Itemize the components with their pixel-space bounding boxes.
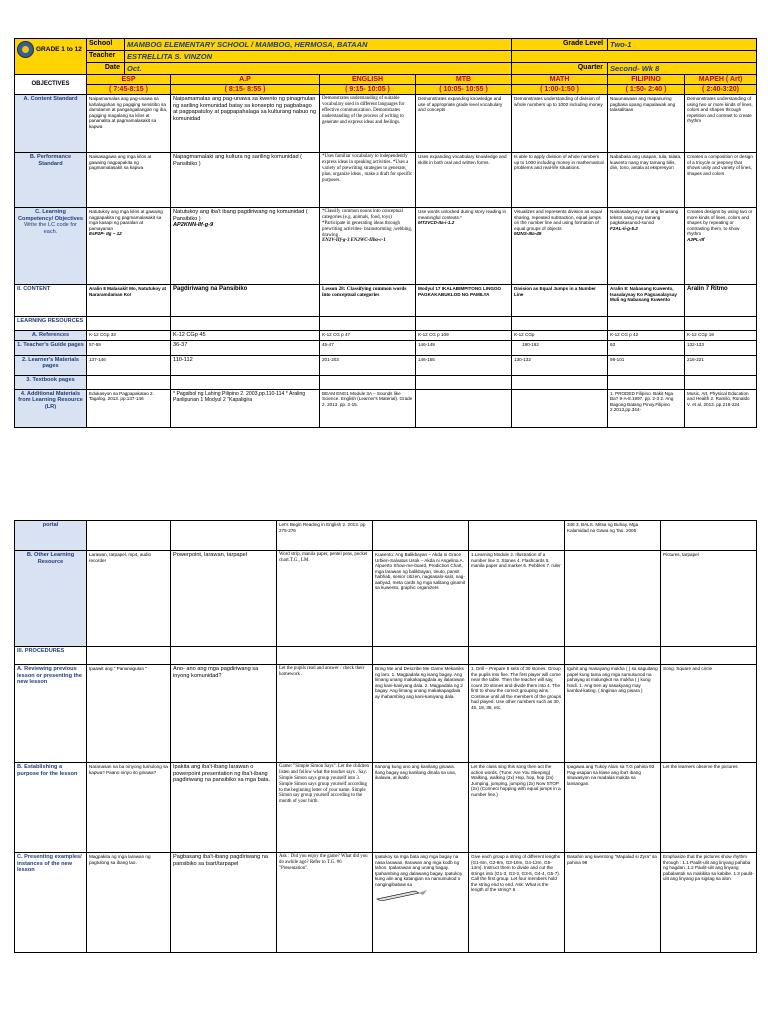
cell xyxy=(416,317,512,331)
cell: 190-192 xyxy=(512,340,608,355)
subject-ap: A.P ( 8:15- 8:55 ) xyxy=(171,75,320,95)
cell xyxy=(171,647,277,665)
cell: 216-221 xyxy=(685,355,757,375)
cell: Larawan, tarpapel, mp4, audio recorder xyxy=(87,551,171,647)
subject-mtb: MTB ( 10:05- 10:55 ) xyxy=(416,75,512,95)
references-label: A. References xyxy=(15,331,87,341)
cell: Kuwento: Ang Balikbayan – Akda ni Grace Urbien-Salvatus Usok – Akda ni Angelina A. Alpuerto Show-me-board, Prediction Chart, mga larawan ng balikbayan, tinuto, pansit habhab, senior citizen, nagsasalo-salo, nag-aabyad, meta cards ng mga salitang ginamit sa kuwento, graphic organizers xyxy=(373,551,469,647)
cell xyxy=(87,317,171,331)
procedures-label: III. PROCEDURES xyxy=(15,647,87,665)
subject-esp: ESP ( 7:45-8:15 ) xyxy=(87,75,171,95)
cell: Magpakita ng mga larawan ng pagtulong sa ibang tao. xyxy=(87,853,171,953)
cell: Creates designs by using two or more kinds of lines, colors and shapes by repeating or contrasting them, to show rhythm A2PL-IIf xyxy=(685,208,757,285)
teachers-guide-label: 1. Teacher's Guide pages xyxy=(15,340,87,355)
cell: Nababasa ang usapan, tula, talata, kuwento nang may tamang bilis, diin, tono, antala at ekspresyon xyxy=(608,153,685,208)
cell: Napagmamalaki ang kultura ng sariling komunidad ( Pansibiko ) xyxy=(171,153,320,208)
cell: Demonstrates understanding of division of whole numbers up to 1000 including money xyxy=(512,95,608,153)
cell: 132-133 xyxy=(685,340,757,355)
textbook-label: 3. Textbook pages xyxy=(15,375,87,389)
cell: K-12 CGp xyxy=(512,331,608,341)
objectives-label: OBJECTIVES xyxy=(15,75,87,95)
cell xyxy=(512,317,608,331)
cell: Naisasalaysay muli ang binasang teksto nang may tamang pagkakasunod-sunod F2AL-Ii-g-5.2 xyxy=(608,208,685,285)
deped-seal-icon xyxy=(17,41,34,58)
cell: K-12 CG p 47 xyxy=(320,331,416,341)
school-label: School xyxy=(87,39,125,51)
teacher-label: Teacher xyxy=(87,51,125,63)
cell: 1.Learning Module 2. Illustration of a number line 3. Stones 4. Flashcards 5. manila paper and marker 6. Pebbles 7. ruler xyxy=(469,551,565,647)
cell xyxy=(171,375,320,389)
cell xyxy=(565,551,661,647)
cell: Is able to apply division of whole numbers up to 1000 including money in mathematical problems and real-life situations. xyxy=(512,153,608,208)
cell: Let's Begin Reading in English 2. 2013. pp 275-276 xyxy=(277,521,373,551)
cell: Emphasize that the pictures show rhythm through : 1.1 Paulit-ulit ang linyang pahaba ng hagdan. 1.2 Paulit-ulit ang linyang pabalantok na makikita sa kabibe. 1.3 paulit-ulit ang linyang pa sigsag sa alon xyxy=(661,853,757,953)
learning-competency-label: C. Learning Competency/ Objectives Write the LC code for each. xyxy=(15,208,87,285)
cell: 36-37 xyxy=(171,340,320,355)
cell: 146-155 xyxy=(416,355,512,375)
lesson-log-table-2 xyxy=(14,520,757,953)
cell: Bring Me and Describe Me Game Mekaniks ng laro. 1. Magpadala ng isang bagay. Ang limang unang makakapagdala ay ilalarawan ang kani-kaniyang dala. 2. Magpadala ng 2 bagay. Ang limang unang makakapagdala ay ihahambing ang kani-kaniyang dala. xyxy=(373,665,469,763)
cell: Aralin 8 Malasakit Mo, Natutukoy at Nararamdaman Ko! xyxy=(87,285,171,317)
establishing-label: B. Establishing a purpose for the lesson xyxy=(15,763,87,853)
cell: 130-132 xyxy=(512,355,608,375)
cell xyxy=(87,521,171,551)
cell: Music, Art, Physical Education and Health 2. Ramilo, Ronaldo V. et al, 2013. pp.216-224 xyxy=(685,389,757,427)
cell: Use words unlocked during story reading in meaningful contexts.* MT2VCD-IIa-i-1.2 xyxy=(416,208,512,285)
cell xyxy=(608,375,685,389)
grade-range: GRADE 1 to 12 xyxy=(36,46,82,54)
cell: Naranasan na ba ninyong tumulong sa kapwa? Paano ninyo ito ginawa? xyxy=(87,763,171,853)
cell: Lesson 28: Classifying common words into conceptual categories xyxy=(320,285,416,317)
cell: Let the pupils read and answer / check their homework . xyxy=(277,665,373,763)
cell xyxy=(608,317,685,331)
school-value: MAMBOG ELEMENTARY SCHOOL / MAMBOG, HERMOSA, BATAAN xyxy=(125,39,512,51)
cell: Edukasyon sa Pagpapakatao 2. Tagalog. 2013. pp.137-146 xyxy=(87,389,171,427)
subject-english: ENGLISH ( 9:15- 10:05 ) xyxy=(320,75,416,95)
subject-math: MATH ( 1:00-1:50 ) xyxy=(512,75,608,95)
cell xyxy=(416,375,512,389)
cell: 146-149 xyxy=(416,340,512,355)
page-1 xyxy=(14,38,756,428)
cell: Visualizes and represents division as equal sharing, repeated subtraction, equal jumps on the number line and using formation of equal groups of objects M2NS-IIIa-49 xyxy=(512,208,608,285)
cell xyxy=(469,521,565,551)
cell xyxy=(661,647,757,665)
reviewing-label: A. Reviewing previous lesson or presenting the new lesson xyxy=(15,665,87,763)
grade-level-value: Two-1 xyxy=(608,39,757,51)
cell: K-12 CGp 19 xyxy=(685,331,757,341)
cell xyxy=(87,647,171,665)
cell: Aralin 8: Nabasang Kuwento, Isasalaysay Ko Pagsasalaysay Muli ng Nabasang Kuwento xyxy=(608,285,685,317)
cell xyxy=(87,375,171,389)
cell: Song. Square and circle xyxy=(661,665,757,763)
teacher-value: ESTRELLITA S. VINZON xyxy=(125,51,512,63)
cell: K-12 CGp 33 xyxy=(87,331,171,341)
portal-label: portal xyxy=(15,521,87,551)
cell: *Uses familiar vocabulary to independently express ideas in speaking activities. *Uses a variety of prewriting strategies to generate, plan, organize ideas , make a draft for specific purposes. xyxy=(320,153,416,208)
cell: Demonstrates expanding knowledge and use of appropriate grade level vocabulary and concepts xyxy=(416,95,512,153)
cell xyxy=(373,647,469,665)
cell xyxy=(512,375,608,389)
cell: 201-203 xyxy=(320,355,416,375)
learning-resources-label: LEARNING RESOURCES xyxy=(15,317,87,331)
cell xyxy=(171,317,320,331)
cell xyxy=(416,389,512,427)
subject-mapeh: MAPEH ( Art) ( 2:40-3:20) xyxy=(685,75,757,95)
grade-level-label: Grade Level xyxy=(512,39,608,51)
cell: Powerpoint, larawan, tarpapel xyxy=(171,551,277,647)
cell xyxy=(277,647,373,665)
cell: Game: "Simple Simon Says". Let the children listen and follow what the teacher says . Say: Simple Simon says group yourself into 3. Simple Simon says group yourself according to the beginning letter of your name. Simple Simon say group yourself according to the month of your birth. xyxy=(277,763,373,853)
cell xyxy=(373,521,469,551)
cell: Natutukoy ang iba't ibang pagdiriwang ng komunidad ( Pansibiko ) AP2KNN-IIf-g-9 xyxy=(171,208,320,285)
cell: Nauunawaan ang mapanuring pagbasa upang mapalawak ang talasalitaan xyxy=(608,95,685,153)
header-blank xyxy=(512,51,757,63)
cell: Pictures, tarpapel xyxy=(661,551,757,647)
other-resource-label: B. Other Learning Resource xyxy=(15,551,87,647)
lesson-log-table-1 xyxy=(14,38,757,428)
cell: 98-101 xyxy=(608,355,685,375)
cell: 45-47 xyxy=(320,340,416,355)
date-value: Oct. xyxy=(125,63,512,75)
cell: Naisasagawa ang mga kilos at gawaing nagpapakita ng pagmamalasakit sa kapwa xyxy=(87,153,171,208)
cell: Division as Equal Jumps in a Number Line xyxy=(512,285,608,317)
cell: Naipamamalas ang pag-unawa sa kahalagahan ng pagiging sensitibo sa damdamin at pangangailangan ng iba, pagiging magalang sa kilos at pananalita at pagmamalasakit sa kapwa xyxy=(87,95,171,153)
cell: Ipakita ang iba't-ibang larawan o powerpoint presentation ng iba't-ibang pagdiriwang na pansibiko sa mga bata. xyxy=(171,763,277,853)
cell: Ano- ano ang mga pagdiriwang sa inyong komunidad? xyxy=(171,665,277,763)
cell: 57-59 xyxy=(87,340,171,355)
cell: Natutukoy ang mga kilos at gawaing nagpapakita ng pagmamalasakit sa mga kasapi ng paaralan at pamayanan EsP2P- IIg – 12 xyxy=(87,208,171,285)
cell: Uses expanding vocabulary knowledge and skills in both oral and written forms. xyxy=(416,153,512,208)
cell: Naipamamalas ang pag-unawa sa kwento ng pinagmulan ng sariling komunidad batay sa konsepto ng pagbabago at pagpapatuloy at pagpapahalaga sa kulturang nabuo ng komunidad xyxy=(171,95,320,153)
cell: Pagbasang iba't-ibang pagdiriwang na pansibiko sa tsart/tarpapel xyxy=(171,853,277,953)
cell: K-12 CG p 42 xyxy=(608,331,685,341)
cell: K-12 CGp 45 xyxy=(171,331,320,341)
cell: Basahin ang kwentong "Mapalad si Zyra" sa pahina 98 xyxy=(565,853,661,953)
pencil-illustration xyxy=(375,887,435,901)
cell: Demonstrates understanding of suitable vocabulary used in different languages for effective communication. Demonstrates understanding of the process of writing to generate and express ideas and feelings. xyxy=(320,95,416,153)
content-standard-label: A. Content Standard xyxy=(15,95,87,153)
page-2 xyxy=(14,520,756,953)
cell: * Pagsibol ng Lahing Pilipino 2. 2003,pp.110-114 * Araling Panlipunan 1 Modyul 2 "Kapaligira xyxy=(171,389,320,427)
cell: Creates a composition or design of a tricycle or jeepney that shows unity and variety of lines, shapes and colors xyxy=(685,153,757,208)
cell xyxy=(469,647,565,665)
cell: Give each group a string of different lengths (G1-6m, G2-8m, G3-10m, G4-12m, G5-14m). Instruct them to divide and cut the strings into (G1-3, G2-2, G3-5, G4-4, G5-7). Call the first group. Let four members hold the string end to end. Ask: What is the length of the string? 6 xyxy=(469,853,565,953)
cell xyxy=(565,647,661,665)
subject-filipino: FILIPINO ( 1:50- 2:40 ) xyxy=(608,75,685,95)
quarter-value: Second- Wk 8 xyxy=(608,63,757,75)
cell: BEAM ENG1 Module 3A – Sounds like Science. English (Learner's Material). Grade 2. 2013. pp. 2-15. xyxy=(320,389,416,427)
cell: Let the learners observe the pictures xyxy=(661,763,757,853)
cell xyxy=(512,389,608,427)
cell xyxy=(320,317,416,331)
cell xyxy=(685,375,757,389)
learners-materials-label: 2. Learner's Materials pages xyxy=(15,355,87,375)
content-label: II. CONTENT xyxy=(15,285,87,317)
cell: 93 xyxy=(608,340,685,355)
additional-materials-label: 4. Additional Materials from Learning Resource (LR) xyxy=(15,389,87,427)
cell: Ipatukoy sa mga bata ang mga bagay na nasa larawan. Ilarawan ang mga kodb ng lahon. Ipalarawan ang unang bagay. Ipahambing ang dalawang bagay. Ipatukoy kung alin ang katangian na namumukod o nangingibabaw sa xyxy=(373,853,469,953)
header-logo-cell xyxy=(15,39,87,75)
cell: Ask : Did you enjoy the game? What did you do awhile ago? Refer to T.G. #6 "Presentation". xyxy=(277,853,373,953)
cell: Pagdiriwang na Pansibiko xyxy=(171,285,320,317)
cell xyxy=(685,317,757,331)
cell: Itanong kung ano ang kanilang ginawa. Ilang bagay ang kanilang dinala sa una, ikalawa, at ikatlo xyxy=(373,763,469,853)
cell xyxy=(171,521,277,551)
cell: 1. Drill – Prepare 5 sets of 30 stones. Group the pupils into five. The first player will come near the table. Then the teacher will say, count 20 stones and divide them into 4. The first to show the correct grouping wins. Continue until all the members of the groups had played. Use other numbers such as 30, 45, 18, 36, etc. xyxy=(469,665,565,763)
quarter-label: Quarter xyxy=(512,63,608,75)
cell: Modyul 17 IKALABIMPITONG LINGGO PAGKAKABUKLOD NG PAMILYA xyxy=(416,285,512,317)
cell: 137-146 xyxy=(87,355,171,375)
cell: *Classify common nouns into conceptual categories (e.g. animals, food, toys) *Participate in generating ideas through prewriting activities- brainstorming ,webbing, drawing . EN2V-IIf-g-3 EN2WC-IIba-c-1 xyxy=(320,208,416,285)
cell: 1. PRODED Filipino. Bakit Nga Ba? 9-A-8.1997. pp. 2-3 2. Ang Bagong Batang Pinoy.Filipino 2.2013,pp.344- xyxy=(608,389,685,427)
cell: Demonstrates understanding of using two or more kinds of lines, colors and shapes through repetition and contrast to create rhythm xyxy=(685,95,757,153)
cell: Word strip, manila paper, pentel pens, pocket chart.T.G., LM. xyxy=(277,551,373,647)
cell: Let the class sing this song then act the action words. (Tune: Are You Sleeping) Walking, walking (2x) Hop, hop, hop (2x) Jumping, jumping, jumping (2x) Now STOP (2x) (Connect hopping with equal jumps in a number line.) xyxy=(469,763,565,853)
performance-standard-label: B. Performance Standard xyxy=(15,153,87,208)
cell: 110-112 xyxy=(171,355,320,375)
cell: 346 3. BALS. Mitsa ng Buhay. Mga Kalamidad na Gawa ng Tao. 2005 xyxy=(565,521,661,551)
cell: Ipaawit ang " Pananagutan " xyxy=(87,665,171,763)
cell: K-12 CG p 109 xyxy=(416,331,512,341)
cell xyxy=(661,521,757,551)
cell: Ipagawa ang Tukoy Alam sa T.G pahina 93 Pag-usapan sa klase ang iba't ibang situwasyon na madalas makita sa lansangan. xyxy=(565,763,661,853)
cell: Aralin 7 Ritmo xyxy=(685,285,757,317)
date-label: Date xyxy=(87,63,125,75)
cell xyxy=(320,375,416,389)
presenting-label: C. Presenting examples/ instances of the new lesson xyxy=(15,853,87,953)
cell: Iguhit ang masayang mukha ( ) sa saguitang papel kung tama ang mga sumusunod na pahayag at malungkot na mukha ( ) kung hindi. 1. Ang tren ay sasakyang may kambal-kating. ( tinginan ang pisara ) xyxy=(565,665,661,763)
